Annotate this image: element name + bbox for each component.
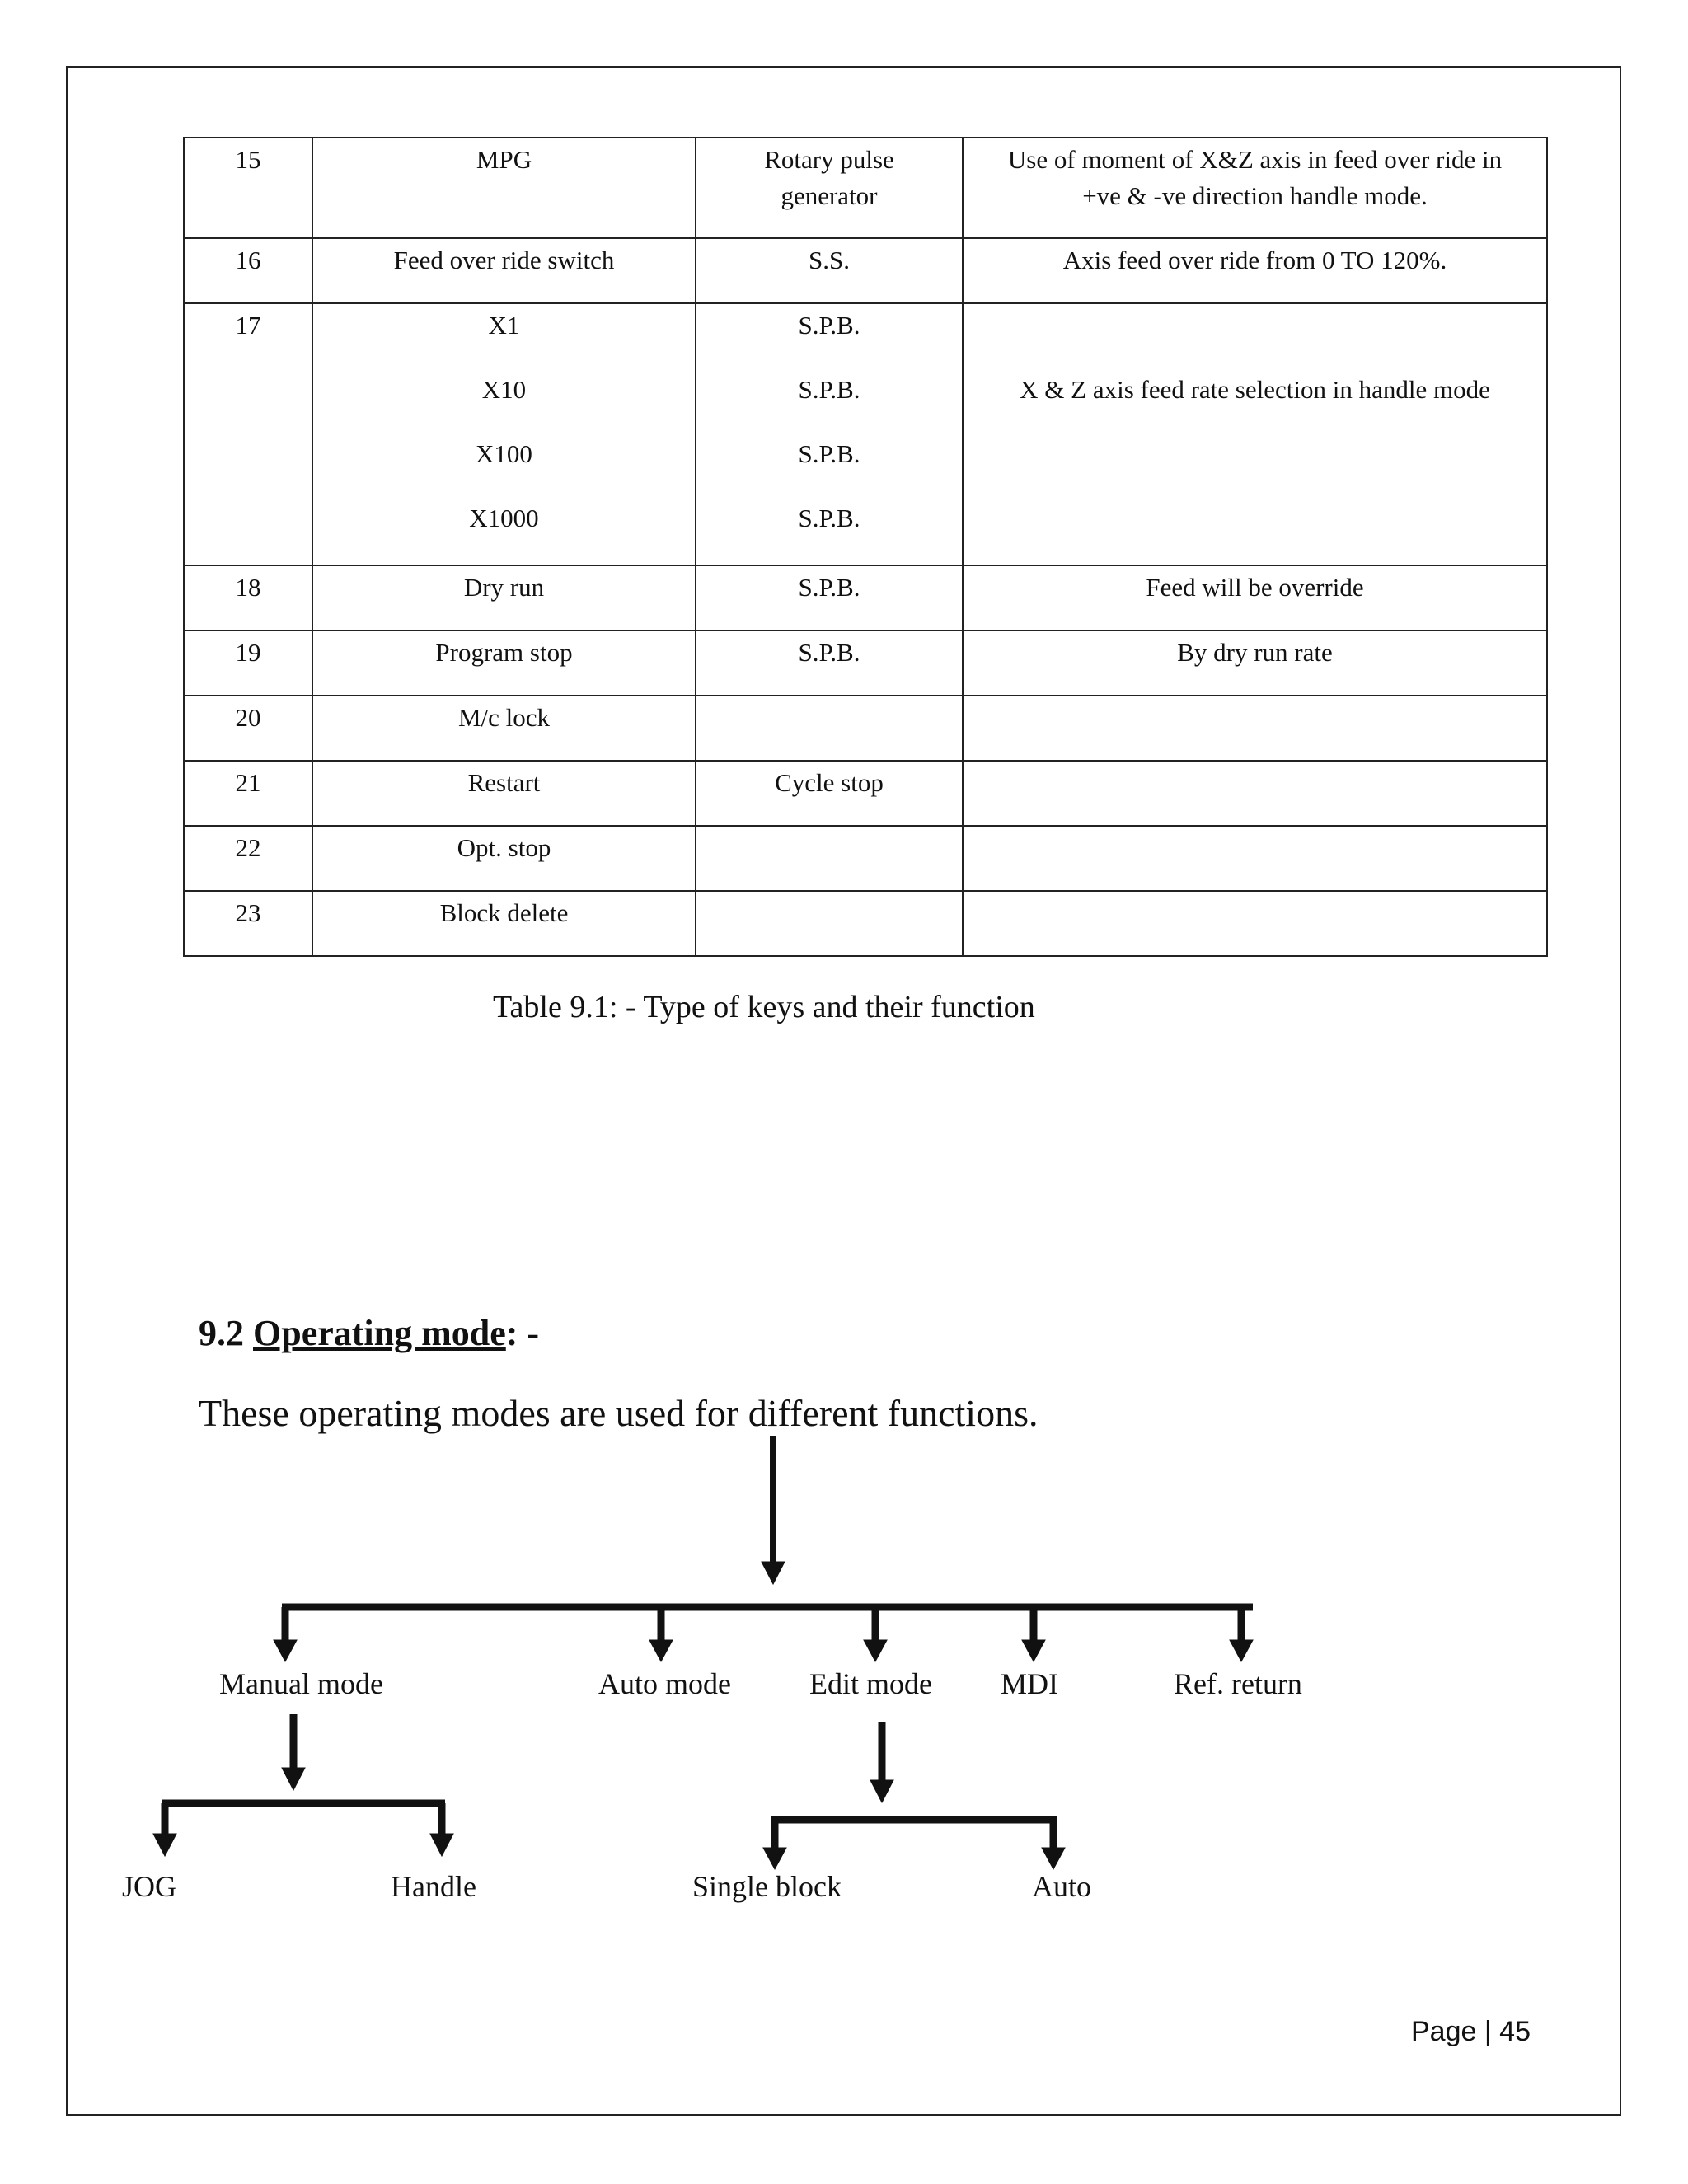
node-auto-mode: Auto mode	[598, 1667, 731, 1700]
cell-text: 15	[235, 145, 261, 174]
node-edit-mode: Edit mode	[809, 1667, 932, 1700]
node-mdi: MDI	[1001, 1667, 1058, 1700]
cell-text: 21	[235, 768, 261, 797]
cell-text: Program stop	[435, 638, 573, 667]
single-block-branch-head	[763, 1848, 786, 1869]
cell-text: Feed will be override	[1146, 573, 1364, 602]
cell-text: Cycle stop	[775, 768, 884, 797]
section-intro: These operating modes are used for different functions.	[199, 1392, 1039, 1434]
cell-text: Axis feed over ride from 0 TO 120%.	[1062, 246, 1447, 274]
cell-text: Block delete	[439, 898, 569, 927]
cell-text: 17	[235, 311, 261, 340]
cell-text: MPG	[476, 145, 532, 174]
cell-text: X10	[481, 375, 527, 404]
cell-text: S.P.B.	[798, 439, 860, 468]
handle-branch-head	[430, 1834, 453, 1856]
cell-text: 20	[235, 703, 261, 732]
page-footer	[1411, 2016, 1531, 2048]
cell-text: X1	[488, 311, 520, 340]
cell-text: 18	[235, 573, 261, 602]
cell-text: S.P.B.	[798, 375, 860, 404]
cell-text: Feed over ride switch	[393, 246, 615, 274]
node-manual-mode: Manual mode	[219, 1667, 383, 1700]
cell-text: Restart	[467, 768, 541, 797]
root-arrow-head	[762, 1562, 785, 1584]
jog-branch-head	[153, 1834, 176, 1856]
page-number: 45	[1499, 2016, 1531, 2047]
cell-text: Opt. stop	[457, 833, 551, 862]
cell-text: M/c lock	[457, 703, 551, 732]
node-auto-sub: Auto	[1032, 1870, 1091, 1903]
node-handle: Handle	[391, 1870, 476, 1903]
node-ref-return: Ref. return	[1174, 1667, 1302, 1700]
cell-text: 22	[235, 833, 261, 862]
page-label: Page	[1411, 2016, 1477, 2047]
cell-text: S.P.B.	[798, 573, 860, 602]
cell-text: 19	[235, 638, 261, 667]
section-number: 9.2	[199, 1313, 244, 1353]
cell-text: X1000	[469, 504, 539, 532]
cell-text: +ve & -ve direction handle mode.	[1082, 181, 1428, 210]
mdi-branch-head	[1022, 1640, 1045, 1661]
section-suffix: : -	[505, 1313, 540, 1353]
cell-text: generator	[781, 181, 878, 210]
cell-text: X100	[476, 439, 532, 468]
cell-text: S.P.B.	[798, 638, 860, 667]
auto-sub-branch-head	[1042, 1848, 1065, 1869]
manual-branch-head	[274, 1640, 297, 1661]
cell-text: By dry run rate	[1177, 638, 1333, 667]
table-caption: Table 9.1: - Type of keys and their function	[493, 990, 1035, 1024]
node-single-block: Single block	[692, 1870, 842, 1903]
manual-sub-arrow-head	[282, 1768, 305, 1790]
cell-text: S.P.B.	[798, 504, 860, 532]
cell-text: S.P.B.	[798, 311, 860, 340]
section-title: Operating mode	[253, 1313, 506, 1353]
node-jog: JOG	[122, 1870, 177, 1903]
edit-sub-arrow-head	[870, 1780, 893, 1802]
edit-branch-head	[864, 1640, 887, 1661]
cell-text: S.S.	[809, 246, 850, 274]
cell-text: 23	[235, 898, 261, 927]
cell-text: Rotary pulse	[764, 145, 894, 174]
page-separator: |	[1484, 2016, 1492, 2047]
cell-text: X & Z axis feed rate selection in handle mode	[1020, 375, 1490, 404]
cell-text: 16	[235, 246, 261, 274]
cell-text: Use of moment of X&Z axis in feed over ride in	[1007, 145, 1503, 174]
cell-text: Dry run	[463, 573, 545, 602]
auto-branch-head	[649, 1640, 673, 1661]
ref-branch-head	[1230, 1640, 1253, 1661]
